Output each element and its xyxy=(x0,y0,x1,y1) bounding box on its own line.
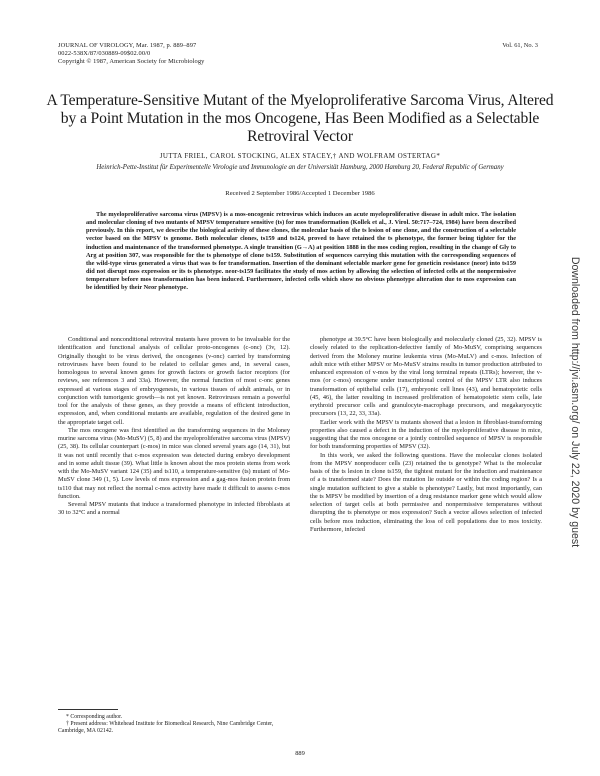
journal-line-3: Copyright © 1987, American Society for Microbiology xyxy=(58,58,205,66)
article-title: A Temperature-Sensitive Mutant of the Myeloproliferative Sarcoma Virus, Altered by a Point Mutation in the mos Oncogene, Has Been Modified as a Selectable Retroviral Vector xyxy=(46,92,554,145)
abstract: The myeloproliferative sarcoma virus (MPSV) is a mos-oncogenic retrovirus which induces an acute myeloproliferative disease in adult mice. The isolation and molecular cloning of two mutants of MPSV temperature sensitive (ts) for mos transformation (Kollek et al., J. Virol. 50:717–724, 1984) have been described previously. In this report, we describe the biological activity of these clones, the molecular basis of the ts lesion of one clone, and the construction of a selectable vector based on the MPSV ts genome. Both molecular clones, ts159 and ts124, proved to have retained the ts phenotype, the former being tighter for the induction and maintenance of the transformed phenotype. A single transition (G→A) at position 1888 in the mos coding region, resulting in the change of Gly to Arg at position 307, was responsible for the ts phenotype of clone ts159. Substitution of sequences carrying this mutation with the corresponding sequences of the wild-type virus generated a virus that was ts for transformation. Insertion of the dominant selectable marker gene for geneticin resistance (neor) into ts159 did not disrupt mos expression or its ts phenotype. neor-ts159 facilitates the study of mos action by allowing the selection of infected cells at the nonpermissive temperature before mos transformation has been induced. Furthermore, infected cells which show no obvious phenotype alteration due to mos expression can be identified by their Neor phenotype. xyxy=(86,211,516,292)
journal-header xyxy=(58,42,204,67)
body-column-left xyxy=(58,336,290,518)
body-paragraph: In this work, we asked the following questions. Have the molecular clones isolated from the MPSV nonproducer cells (23) retained the ts genotype? What is the molecular basis of the ts lesion in clone ts159, the tightest mutant for the induction and maintenance of a ts transformed state? Does the mutation lie outside or within the coding region? Is a single mutation sufficient to give a stable ts phenotype? Lastly, but most importantly, can the ts MPSV be modified by insertion of a drug resistance marker gene which would allow selection of target cells at both permissive and nonpermissive temperatures without disrupting the ts phenotype or mos expression? Such a vector allows selection of infected cells before mos induction, eliminating the loss of cell populations due to mos toxicity. Furthermore, infected xyxy=(310,451,542,533)
body-column-right xyxy=(310,336,542,534)
journal-line-1: JOURNAL OF VIROLOGY, Mar. 1987, p. 889–897 xyxy=(58,42,197,49)
body-paragraph: Earlier work with the MPSV ts mutants showed that a lesion in fibroblast-transforming properties also caused a defect in the induction of the myeloproliferative disease in mice, suggesting that the mos oncogene or a jointly controlled sequence of MPSV is responsible for both transforming properties of MPSV (32). xyxy=(310,418,542,451)
body-paragraph: phenotype at 39.5°C have been biologically and molecularly cloned (25, 32). MPSV is closely related to the replication-defective family of Mo-MuSV, comprising sequences derived from the Moloney murine leukemia virus (Mo-MuLV) and c-mos. Infection of adult mice with either MPSV or Mo-MuSV strains results in tumor production attributed to enhanced expression of v-mos by the viral long terminal repeats (LTRs); however, the v-mos (or c-mos) oncogene under transcriptional control of the MPSV LTR also induces transformation of epithelial cells (17), embryonic cell lines (43), and hematopoietic cells (45, 46), the latter resulting in increased proliferation of hematopoietic stem cells, late erythroid precursor cells and granulocyte-macrophage precursors, and megakaryocytic precursors (13, 22, 33, 33a). xyxy=(310,336,542,418)
received-dates: Received 2 September 1986/Accepted 1 December 1986 xyxy=(225,190,375,197)
author-list: JUTTA FRIEL, CAROL STOCKING, ALEX STACEY,† AND WOLFRAM OSTERTAG* xyxy=(159,152,441,160)
body-paragraph: Several MPSV mutants that induce a transformed phenotype in infected fibroblasts at 30 to 32°C and a normal xyxy=(58,501,290,517)
footnotes xyxy=(58,714,290,736)
footnote-corresponding: * Corresponding author. xyxy=(66,714,123,720)
body-paragraph: The mos oncogene was first identified as the transforming sequences in the Moloney murine sarcoma virus (Mo-MuSV) (5, 8) and the myeloproliferative sarcoma virus (MPSV) (25, 38). Its cellular counterpart (c-mos) in mice was cloned several years ago (14, 31), but it was not until recently that c-mos expression was detected during embryo development and in some adult tissue (39). What little is known about the mos protein stems from work with the Mo-MuSV variant 124 (35) and ts110, a temperature-sensitive (ts) mutant of Mo-MuSV clone 349 (1, 5). Low levels of mos expression and a gag-mos fusion protein from ts110 that may not reflect the normal c-mos activity have made it difficult to assess c-mos function. xyxy=(58,426,290,500)
download-watermark-container xyxy=(560,142,590,662)
footnote-rule xyxy=(58,709,118,710)
footnote-present-address: † Present address: Whitehead Institute for Biomedical Research, Nine Cambridge Center, Cambridge, MA 02142. xyxy=(58,721,274,735)
volume-info: Vol. 61, No. 3 xyxy=(502,42,538,49)
page-number: 889 xyxy=(295,750,305,757)
download-watermark: Downloaded from http://jvi.asm.org/ on July 22, 2020 by guest xyxy=(569,256,581,548)
affiliation: Heinrich-Pette-Institut für Experimentelle Virologie und Immunologie an der Universität Hamburg, 2000 Hamburg 20, Federal Republic of Germany xyxy=(96,164,504,171)
body-paragraph: Conditional and nonconditional retroviral mutants have proven to be invaluable for the identification and functional analysis of cellular proto-oncogenes (c-onc) (3v, 12). Originally thought to be virus derived, the oncogenes (v-onc) carried by transforming retroviruses have been found to be related to cellular genes and, in several cases, homologous to several known genes for growth factors or growth factor receptors (for reviews, see references 3 and 33a). However, the normal function of most c-onc genes expressed at various stages of embryogenesis, in various tissues of adult animals, or in conjunction with tumorigenic growth—is not yet known. Retroviruses remain a powerful tool for the analysis of these genes, as they provide a means of efficient introduction, expression, and, when conditional mutants are available, regulation of the desired gene in the appropriate target cell. xyxy=(58,336,290,426)
journal-line-2: 0022-538X/87/030889-09$02.00/0 xyxy=(58,50,151,58)
